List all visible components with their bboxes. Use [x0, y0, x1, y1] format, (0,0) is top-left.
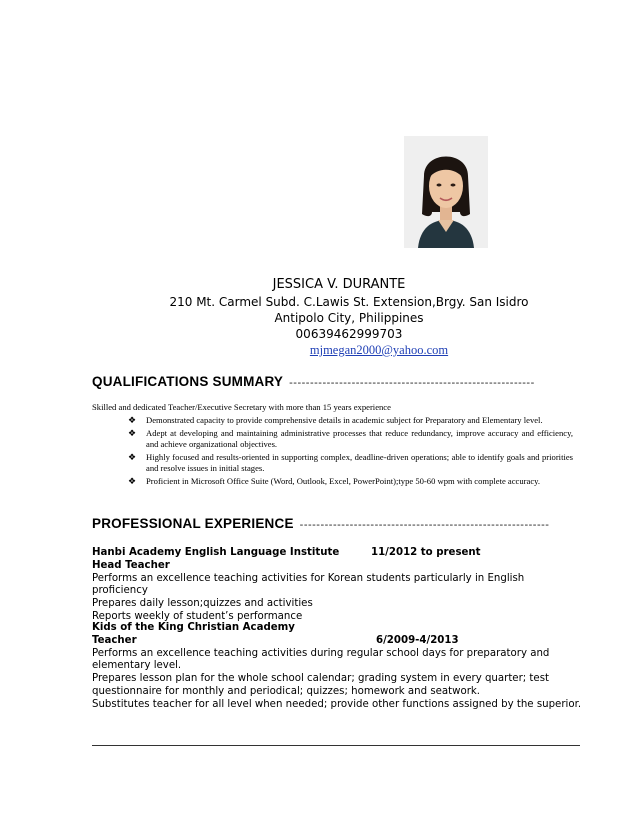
job-duty: Substitutes teacher for all level when needed; provide other functions assigned by the superior.: [92, 698, 582, 710]
diamond-bullet-icon: ❖: [128, 476, 137, 486]
candidate-name: JESSICA V. DURANTE: [272, 277, 406, 292]
experience-title: PROFESSIONAL EXPERIENCE: [92, 516, 294, 531]
job-entry-kids-of-the-king: [92, 622, 582, 712]
phone-number: 00639462999703: [295, 327, 403, 341]
job-duty: Performs an excellence teaching activities during regular school days for preparatory and elementary level.: [92, 647, 550, 672]
qualifications-list: [128, 415, 573, 489]
list-item: ❖ Adept at developing and maintaining administrative processes that reduce redundancy, improve accuracy and efficiency, and achieve organizational objectives.: [128, 428, 573, 449]
job-duty: Prepares lesson plan for the whole school calendar; grading system in every quarter; test questionnaire for monthly and periodical; quizzes; homework and seatwork.: [92, 673, 549, 697]
job-entry-hanbi: [92, 547, 582, 624]
email-link[interactable]: mjmegan2000@yahoo.com: [309, 343, 449, 357]
diamond-bullet-icon: ❖: [128, 452, 137, 462]
address-line-2: Antipolo City, Philippines: [274, 311, 424, 325]
list-item: ❖ Demonstrated capacity to provide comprehensive details in academic subject for Preparatory and Elementary level.: [128, 415, 543, 425]
qualifications-dash-rule: -----------------------------------------------------------: [289, 377, 535, 389]
address-line-1: 210 Mt. Carmel Subd. C.Lawis St. Extension,Brgy. San Isidro: [169, 295, 529, 309]
job-duty: Performs an excellence teaching activities for Korean students particularly in English proficiency: [92, 572, 525, 597]
footer-divider: [92, 745, 580, 746]
qualifications-title: QUALIFICATIONS SUMMARY: [92, 374, 284, 389]
qualifications-heading: [92, 374, 535, 389]
job-role: Head Teacher: [92, 559, 170, 571]
profile-photo: [404, 136, 488, 248]
job-duty: Reports weekly of student’s performance: [92, 610, 303, 622]
job-dates: 6/2009-4/2013: [376, 634, 459, 646]
job-company: Hanbi Academy English Language Institute: [92, 547, 340, 558]
job-role: Teacher: [92, 634, 137, 646]
job-dates: 11/2012 to present: [371, 547, 481, 558]
qualifications-lead: Skilled and dedicated Teacher/Executive Secretary with more than 15 years experience: [92, 402, 391, 412]
list-item: ❖ Highly focused and results-oriented in supporting complex, deadline-driven operations; able to identify goals and priorities and resolve issues in initial stages.: [128, 452, 573, 473]
list-item: ❖ Proficient in Microsoft Office Suite (Word, Outlook, Excel, PowerPoint);type 50-60 wpm with complete accuracy.: [128, 476, 541, 486]
job-company: Kids of the King Christian Academy: [92, 622, 295, 633]
experience-dash-rule: ------------------------------------------------------------: [299, 519, 550, 531]
diamond-bullet-icon: ❖: [128, 415, 137, 425]
experience-heading: [92, 516, 549, 531]
diamond-bullet-icon: ❖: [128, 428, 137, 438]
job-duty: Prepares daily lesson;quizzes and activities: [92, 598, 313, 610]
